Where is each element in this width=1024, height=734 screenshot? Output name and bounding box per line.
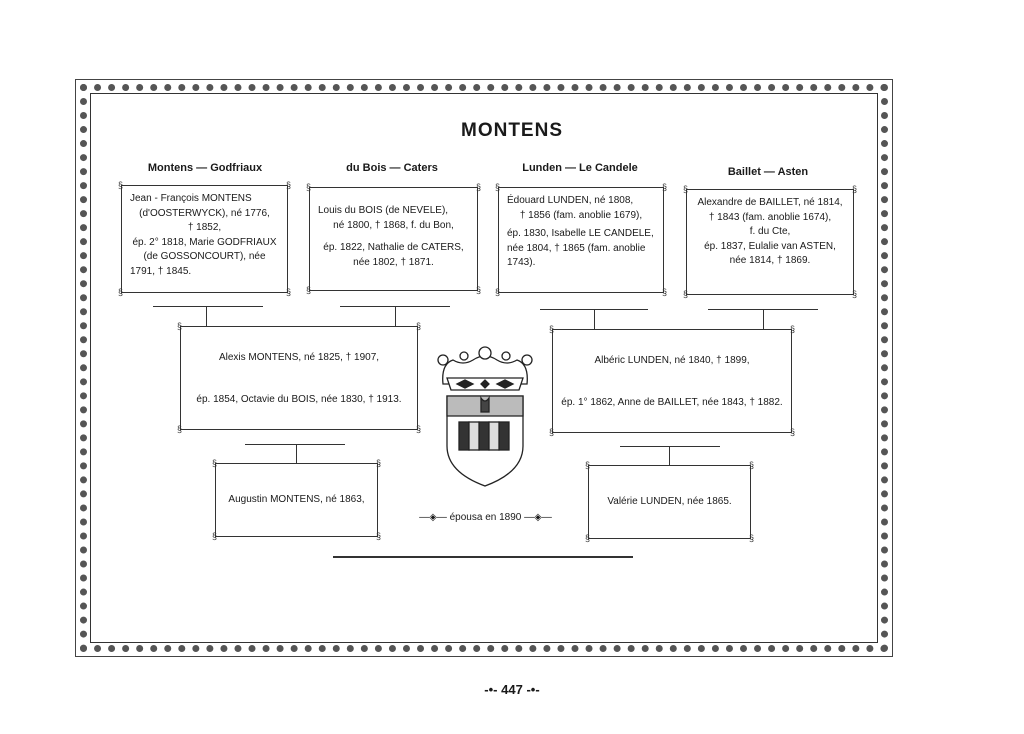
- entry-line: Louis du BOIS (de NEVELE),: [318, 205, 449, 216]
- family-heading-4: Baillet — Asten: [727, 166, 809, 178]
- entry-line: ép. 1822, Nathalie de CATERS,: [323, 242, 464, 253]
- family-heading-2: du Bois — Caters: [346, 162, 438, 174]
- family-heading-3: Lunden — Le Candele: [522, 162, 638, 174]
- grandparents-box-baillet: § § § § Alexandre de BAILLET, né 1814, † 1843 (fam. anoblie 1674), f. du Cte, ép. 1837, Eulalie van ASTEN, née 1814, † 1869.: [683, 184, 857, 299]
- entry-line: Albéric LUNDEN, né 1840, † 1899,: [594, 355, 750, 366]
- ornament-left-icon: —◈—: [419, 512, 447, 523]
- family-heading-1: Montens — Godfriaux: [147, 162, 263, 174]
- entry-line: (de GOSSONCOURT), née: [143, 251, 266, 262]
- ornament-icon: -•-: [526, 682, 540, 697]
- ornament-icon: -•-: [484, 682, 498, 697]
- marriage-text: épousa en 1890: [449, 512, 522, 523]
- entry-line: ép. 1830, Isabelle LE CANDELE,: [507, 228, 654, 239]
- child-box-valerie: § § § § Valérie LUNDEN, née 1865.: [585, 460, 754, 543]
- entry-line: † 1856 (fam. anoblie 1679),: [519, 209, 643, 221]
- ornament-right-icon: —◈—: [524, 512, 552, 523]
- coat-of-arms-icon: [433, 346, 537, 490]
- connector-line: [206, 306, 207, 326]
- connector-line: [296, 444, 297, 463]
- marriage-label: [413, 512, 558, 523]
- connector-line: [594, 309, 595, 329]
- connector-line: [669, 446, 670, 465]
- entry-line: Jean - François MONTENS: [130, 193, 252, 204]
- entry-line: née 1804, † 1865 (fam. anoblie: [507, 242, 646, 254]
- entry-line: (d'OOSTERWYCK), né 1776,: [139, 207, 270, 219]
- entry-line: † 1843 (fam. anoblie 1674),: [708, 211, 832, 223]
- grandparents-box-montens: § § § § Jean - François MONTENS (d'OOSTERWYCK), né 1776, † 1852, ép. 2° 1818, Marie GODFRIAUX (de GOSSONCOURT), née 1791, † 1845.: [118, 180, 291, 297]
- connector-line: [245, 444, 345, 445]
- page-number-value: 447: [501, 682, 523, 697]
- entry-line: né 1800, † 1868, f. du Bon,: [333, 219, 454, 231]
- entry-line: née 1814, † 1869.: [729, 255, 811, 266]
- entry-line: Valérie LUNDEN, née 1865.: [607, 495, 732, 507]
- entry-line: Alexandre de BAILLET, né 1814,: [697, 197, 843, 208]
- entry-line: née 1802, † 1871.: [353, 256, 434, 268]
- parents-box-lunden: § § § § Albéric LUNDEN, né 1840, † 1899, ép. 1° 1862, Anne de BAILLET, née 1843, † 1882.: [549, 324, 795, 437]
- entry-line: Alexis MONTENS, né 1825, † 1907,: [218, 352, 380, 363]
- bottom-rule: [333, 556, 633, 558]
- page-title: MONTENS: [461, 120, 563, 141]
- page-number: [0, 682, 1024, 697]
- entry-line: ép. 2° 1818, Marie GODFRIAUX: [132, 236, 277, 248]
- connector-line: [395, 306, 396, 326]
- entry-line: f. du Cte,: [749, 226, 791, 237]
- entry-line: ép. 1° 1862, Anne de BAILLET, née 1843, † 1882.: [561, 396, 783, 408]
- grandparents-box-lunden: § § § § Édouard LUNDEN, né 1808, † 1856 (fam. anoblie 1679), ép. 1830, Isabelle LE CANDELE, née 1804, † 1865 (fam. anoblie 1743).: [495, 182, 667, 297]
- connector-line: [620, 446, 720, 447]
- parents-box-montens: § § § § Alexis MONTENS, né 1825, † 1907, ép. 1854, Octavie du BOIS, née 1830, † 1913.: [177, 321, 421, 434]
- child-box-augustin: § § § § Augustin MONTENS, né 1863,: [212, 458, 381, 541]
- entry-line: ép. 1837, Eulalie van ASTEN,: [704, 240, 836, 252]
- grandparents-box-dubois: § § § § Louis du BOIS (de NEVELE), né 1800, † 1868, f. du Bon, ép. 1822, Nathalie de CATERS, née 1802, † 1871.: [306, 182, 481, 295]
- entry-line: Édouard LUNDEN, né 1808,: [507, 195, 634, 206]
- entry-line: Augustin MONTENS, né 1863,: [228, 493, 365, 505]
- entry-line: ép. 1854, Octavie du BOIS, née 1830, † 1913.: [196, 393, 402, 405]
- entry-line: † 1852,: [187, 222, 222, 233]
- connector-line: [763, 309, 764, 329]
- connector-line: [153, 306, 263, 307]
- entry-line: 1743).: [507, 257, 536, 268]
- entry-line: 1791, † 1845.: [130, 265, 192, 277]
